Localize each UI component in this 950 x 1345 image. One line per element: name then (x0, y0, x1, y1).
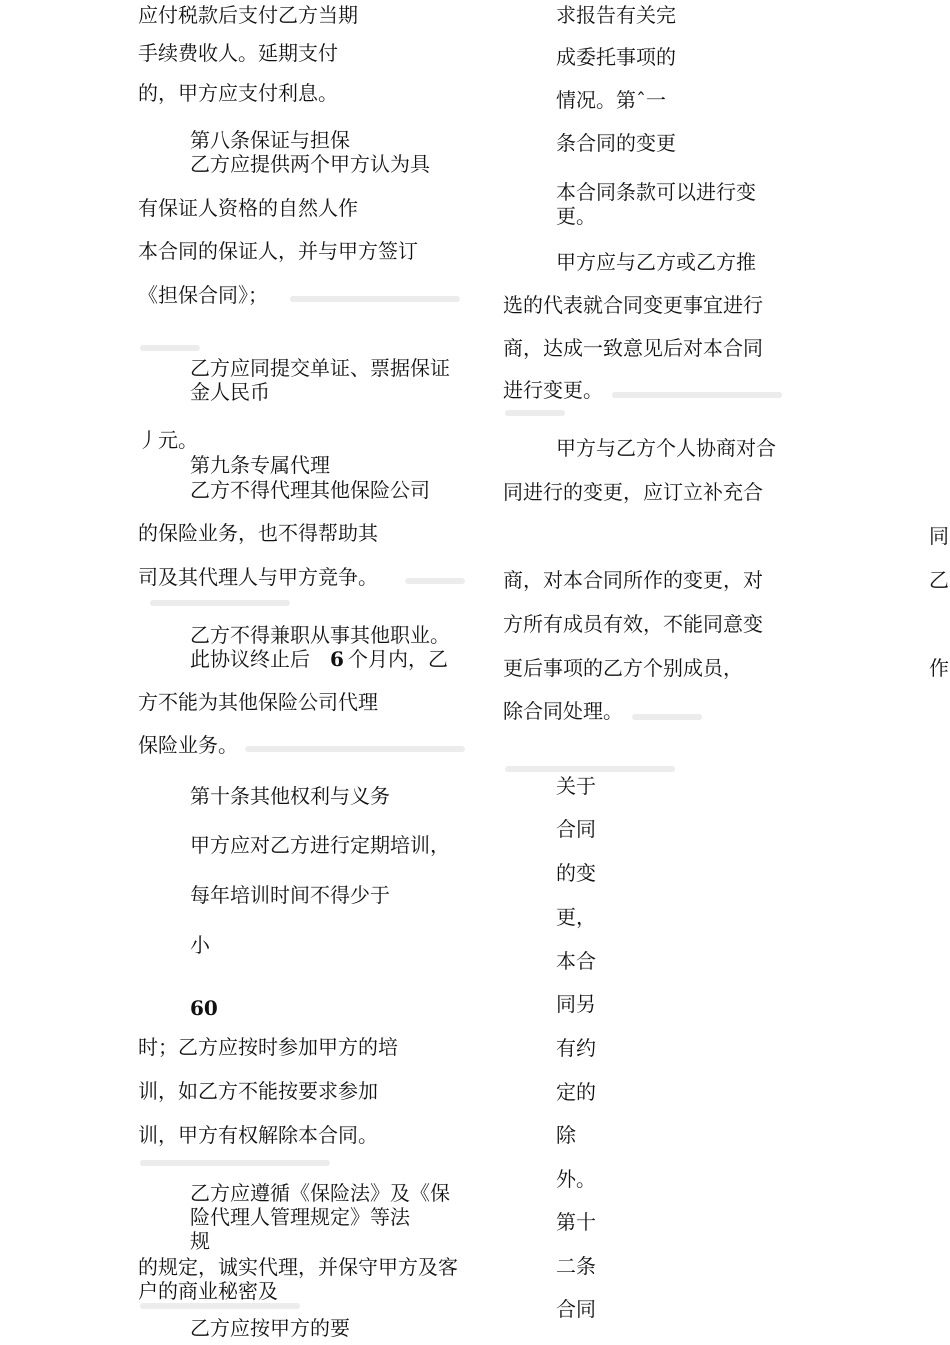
text-line: 金人民币 (190, 380, 270, 404)
text-line: 商，达成一致意见后对本合同 (503, 336, 763, 360)
text-line: 小 (190, 933, 210, 957)
text-line: 甲方与乙方个人协商对合 (556, 436, 776, 460)
faint-mark (505, 410, 565, 416)
text-line: 个月内，乙 (348, 647, 448, 671)
text-line: 本合同的保证人，并与甲方签订 (138, 239, 418, 263)
text-line: 选的代表就合同变更事宜进行 (503, 293, 763, 317)
text-line: 有保证人资格的自然人作 (138, 196, 358, 220)
text-line: 合同 (556, 817, 596, 841)
text-line: 乙方应遵循《保险法》及《保 (190, 1181, 450, 1205)
text-line: 更， (556, 905, 596, 929)
training-hours-number: 60 (190, 996, 218, 1020)
text-line: 更。 (556, 204, 596, 228)
text-line: 的变 (556, 861, 596, 885)
text-line: 规 (190, 1229, 210, 1253)
text-line: 除合同处理。 (503, 699, 623, 723)
article-heading: 二条 (556, 1254, 596, 1278)
text-line: 本合同条款可以进行变 (556, 180, 756, 204)
text-line: 的规定，诚实代理，并保守甲方及客 (138, 1255, 458, 1279)
text-line: 司及其代理人与甲方竞争。 (138, 565, 378, 589)
text-fragment: 同 (929, 524, 949, 548)
faint-mark (290, 296, 460, 302)
text-fragment: 作 (929, 656, 949, 680)
text-line: 险代理人管理规定》等法 (190, 1205, 410, 1229)
text-line: 求报告有关完 (556, 3, 676, 27)
text-line: 成委托事项的 (556, 45, 676, 69)
text-line: 时；乙方应按时参加甲方的培 (138, 1035, 398, 1059)
faint-mark (140, 1303, 300, 1309)
faint-mark (632, 714, 702, 720)
text-line: 应付税款后支付乙方当期 (138, 3, 358, 27)
text-line: 有约 (556, 1036, 596, 1060)
faint-mark (150, 600, 290, 606)
text-fragment: 乙 (929, 568, 949, 592)
text-line: 训，如乙方不能按要求参加 (138, 1079, 378, 1103)
text-line: 户的商业秘密及 (138, 1279, 278, 1303)
text-line: 更后事项的乙方个别成员， (503, 656, 743, 680)
text-line: 《担保合同》； (138, 283, 268, 307)
text-line: 同另 (556, 992, 596, 1016)
text-line: 的保险业务，也不得帮助其 (138, 521, 378, 545)
text-line: 甲方应与乙方或乙方推 (556, 250, 756, 274)
text-line: 外。 (556, 1167, 596, 1191)
text-line: 定的 (556, 1080, 596, 1104)
text-line: 合同 (556, 1297, 596, 1321)
text-line: 乙方应按甲方的要 (190, 1316, 350, 1340)
text-line: 此协议终止后 (190, 647, 310, 671)
text-line: 情况。第ˆ一 (556, 88, 666, 112)
text-line: 丿元。 (138, 428, 198, 452)
text-line: 方所有成员有效，不能同意变 (503, 612, 763, 636)
text-line: 的，甲方应支付利息。 (138, 81, 338, 105)
faint-mark (612, 392, 782, 398)
faint-mark (405, 578, 465, 584)
article-heading: 第十 (556, 1210, 596, 1234)
faint-mark (245, 746, 465, 752)
text-line: 进行变更。 (503, 378, 603, 402)
text-line: 乙方应同提交单证、票据保证 (190, 356, 450, 380)
article-heading: 第九条专属代理 (190, 453, 330, 477)
text-line: 同进行的变更，应订立补充合 (503, 480, 763, 504)
faint-mark (505, 766, 675, 772)
text-line: 乙方不得代理其他保险公司 (190, 478, 430, 502)
text-line: 乙方应提供两个甲方认为具 (190, 152, 430, 176)
text-line: 关于 (556, 774, 596, 798)
article-heading: 第十条其他权利与义务 (190, 784, 390, 808)
text-line: 乙方不得兼职从事其他职业。 (190, 623, 450, 647)
text-line: 除 (556, 1123, 576, 1147)
text-line: 每年培训时间不得少于 (190, 883, 390, 907)
article-heading: 第八条保证与担保 (190, 128, 350, 152)
text-line: 本合 (556, 949, 596, 973)
faint-mark (140, 345, 200, 351)
text-line: 训，甲方有权解除本合同。 (138, 1123, 378, 1147)
article-heading: 条合同的变更 (556, 131, 676, 155)
text-line: 方不能为其他保险公司代理 (138, 690, 378, 714)
duration-number: 6 (330, 647, 344, 671)
text-line: 保险业务。 (138, 733, 238, 757)
text-line: 甲方应对乙方进行定期培训， (190, 833, 450, 857)
faint-mark (140, 1160, 330, 1166)
text-line: 手续费收人。延期支付 (138, 41, 338, 65)
text-line: 商，对本合同所作的变更，对 (503, 568, 763, 592)
